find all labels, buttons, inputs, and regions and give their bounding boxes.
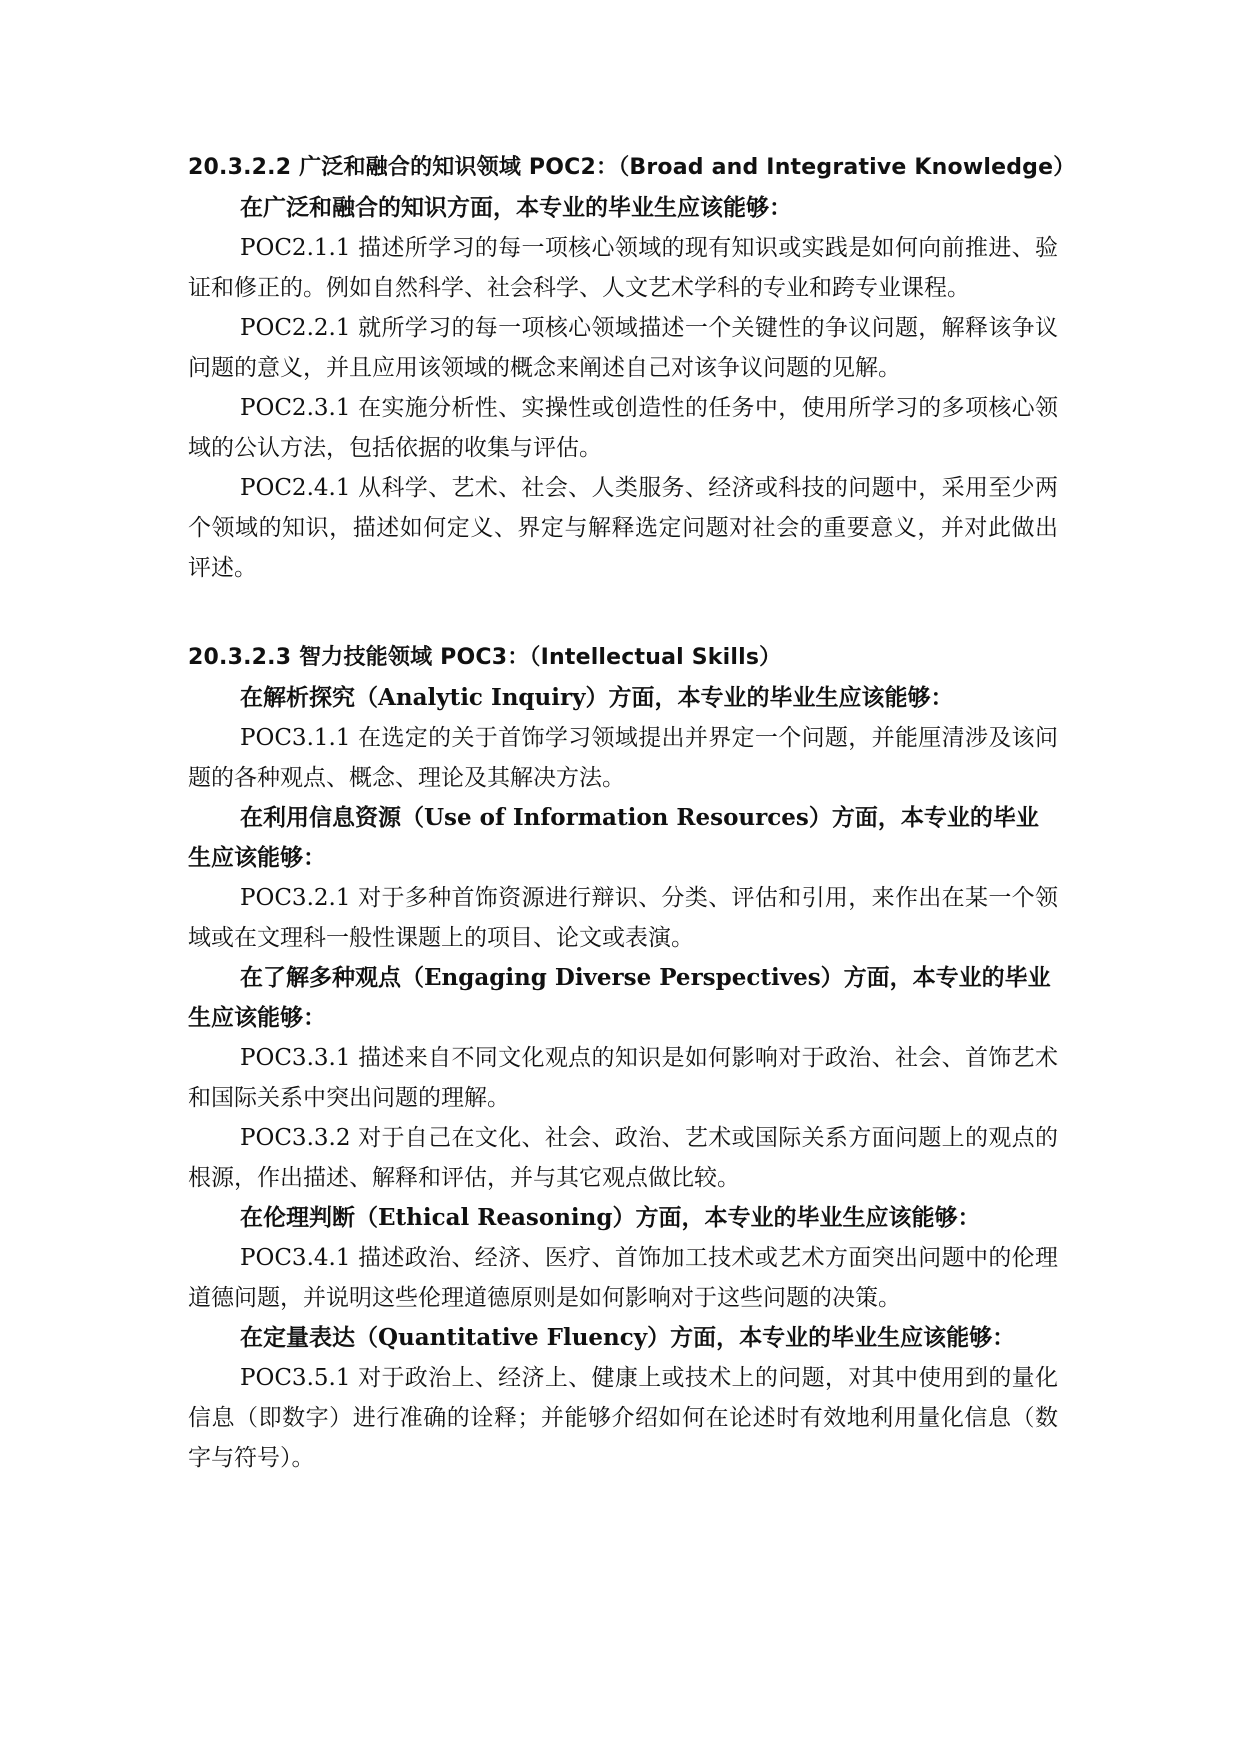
subhead-quantitative-fluency: 在定量表达（Quantitative Fluency）方面，本专业的毕业生应该能够： [240, 1324, 1016, 1351]
paragraph-poc3-4-1: POC3.4.1 描述政治、经济、医疗、首饰加工技术或艺术方面突出问题中的伦理道德问题，并说明这些伦理道德原则是如何影响对于这些问题的决策。 [188, 1245, 1058, 1311]
paragraph-poc2-3-1: POC2.3.1 在实施分析性、实操性或创造性的任务中，使用所学习的多项核心领域的公认方法，包括依据的收集与评估。 [188, 395, 1058, 461]
paragraph-poc3-1-1: POC3.1.1 在选定的关于首饰学习领域提出并界定一个问题，并能厘清涉及该问题的各种观点、概念、理论及其解决方法。 [188, 725, 1058, 791]
document-body [188, 148, 1076, 1478]
paragraph-poc2-4-1: POC2.4.1 从科学、艺术、社会、人类服务、经济或科技的问题中，采用至少两个领域的知识，描述如何定义、界定与解释选定问题对社会的重要意义，并对此做出评述。 [188, 475, 1058, 581]
paragraph-poc3-3-2: POC3.3.2 对于自己在文化、社会、政治、艺术或国际关系方面问题上的观点的根源，作出描述、解释和评估，并与其它观点做比较。 [188, 1125, 1058, 1191]
section-title-poc3: 20.3.2.3 智力技能领域 POC3：（Intellectual Skills） [188, 645, 782, 670]
paragraph-poc3-3-1: POC3.3.1 描述来自不同文化观点的知识是如何影响对于政治、社会、首饰艺术和国际关系中突出问题的理解。 [188, 1045, 1058, 1111]
subhead-ethical-reasoning: 在伦理判断（Ethical Reasoning）方面，本专业的毕业生应该能够： [240, 1204, 981, 1231]
paragraph-poc2-2-1: POC2.2.1 就所学习的每一项核心领域描述一个关键性的争议问题，解释该争议问题的意义，并且应用该领域的概念来阐述自己对该争议问题的见解。 [188, 315, 1058, 381]
section-gap [188, 588, 1058, 638]
paragraph-poc2-1-1: POC2.1.1 描述所学习的每一项核心领域的现有知识或实践是如何向前推进、验证和修正的。例如自然科学、社会科学、人文艺术学科的专业和跨专业课程。 [188, 235, 1058, 301]
paragraph-poc3-2-1: POC3.2.1 对于多种首饰资源进行辩识、分类、评估和引用，来作出在某一个领域或在文理科一般性课题上的项目、论文或表演。 [188, 885, 1058, 951]
subhead-analytic-inquiry: 在解析探究（Analytic Inquiry）方面，本专业的毕业生应该能够： [240, 684, 954, 711]
section-title-poc2: 20.3.2.2 广泛和融合的知识领域 POC2：（Broad and Integrative Knowledge） [188, 155, 1076, 180]
subhead-diverse-perspectives: 在了解多种观点（Engaging Diverse Perspectives）方面，本专业的毕业生应该能够： [188, 964, 1051, 1031]
subhead-broad-knowledge: 在广泛和融合的知识方面，本专业的毕业生应该能够： [240, 194, 792, 221]
subhead-information-resources: 在利用信息资源（Use of Information Resources）方面，本专业的毕业生应该能够： [188, 804, 1039, 871]
paragraph-poc3-5-1: POC3.5.1 对于政治上、经济上、健康上或技术上的问题，对其中使用到的量化信息（即数字）进行准确的诠释；并能够介绍如何在论述时有效地利用量化信息（数字与符号）。 [188, 1365, 1058, 1471]
